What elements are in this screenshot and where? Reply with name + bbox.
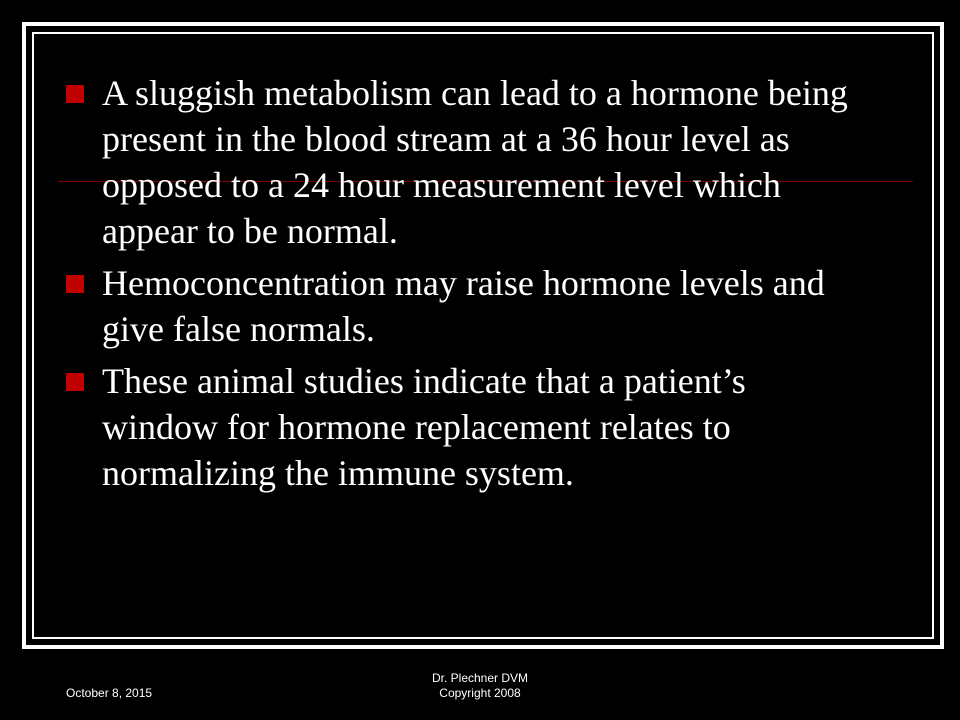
footer-date: October 8, 2015: [66, 686, 153, 700]
bullet-list: [66, 70, 866, 502]
square-bullet-icon: [66, 85, 84, 103]
bullet-text: These animal studies indicate that a patient’s window for hormone replacement relates to normalizing the immune system.: [102, 361, 746, 493]
bullet-item: [66, 358, 866, 496]
footer-credits: [380, 671, 580, 701]
square-bullet-icon: [66, 275, 84, 293]
bullet-item: [66, 260, 866, 352]
footer-author: Dr. Plechner DVM: [431, 671, 529, 685]
bullet-text: A sluggish metabolism can lead to a hormone being present in the blood stream at a 36 hour level as opposed to a 24 hour measurement level which appear to be normal.: [102, 73, 848, 251]
footer-copyright: Copyright 2008: [439, 686, 521, 700]
bullet-text: Hemoconcentration may raise hormone levels and give false normals.: [102, 263, 825, 349]
bullet-item: [66, 70, 866, 254]
square-bullet-icon: [66, 373, 84, 391]
